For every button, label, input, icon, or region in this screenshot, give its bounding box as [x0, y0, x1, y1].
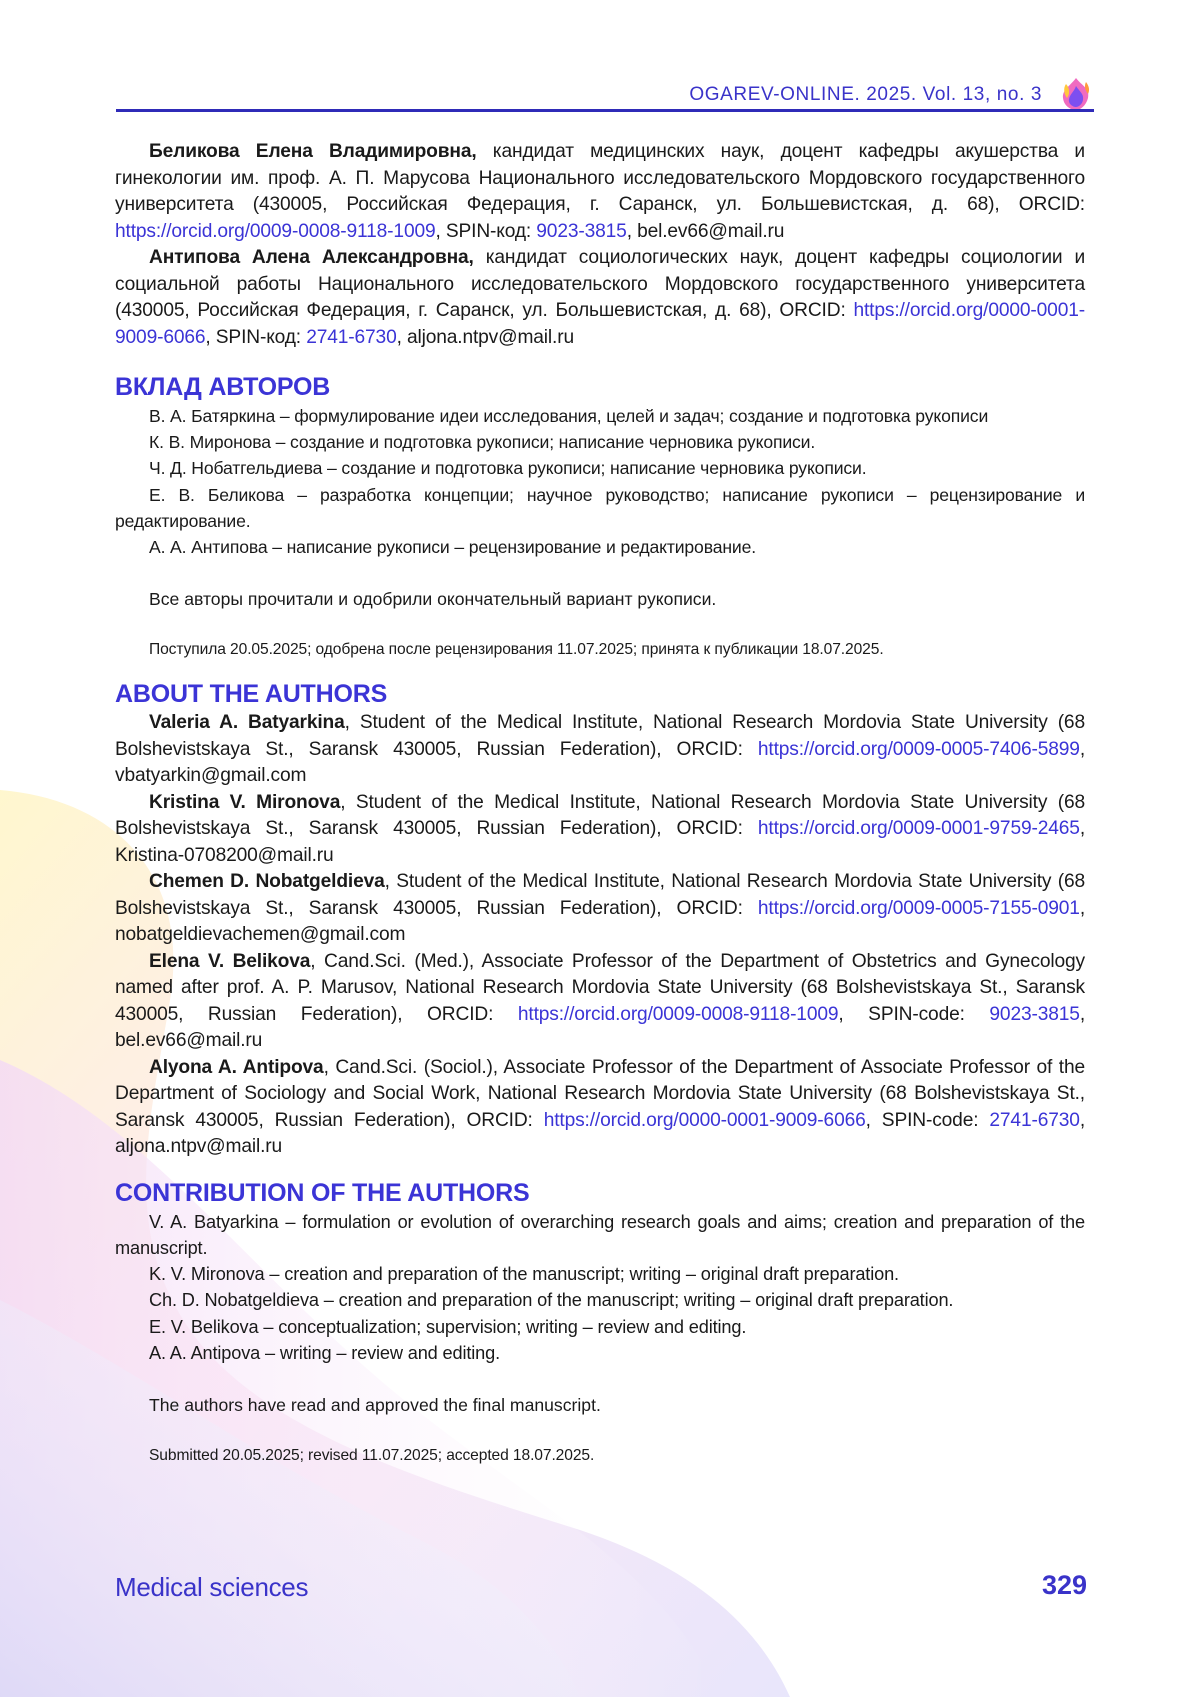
- about-heading: ABOUT THE AUTHORS: [115, 678, 1085, 710]
- journal-title: OGAREV-ONLINE. 2025. Vol. 13, no. 3: [689, 84, 1042, 106]
- author-name: Alyona A. Antipova: [149, 1057, 324, 1078]
- contrib-line: E. V. Belikova – conceptualization; supervision; writing – review and editing.: [115, 1314, 1085, 1340]
- author-name: Антипова Алена Александровна,: [149, 247, 474, 268]
- author-en-mironova: Kristina V. Mironova, Student of the Medical Institute, National Research Mordovia State University (68 Bolshevistskaya St., Saransk 430005, Russian Federation), ORCID: https://orcid.org/0009-0001-9759-2465, Kristina-0708200@mail.ru: [115, 790, 1085, 870]
- footer-section: Medical sciences: [115, 1572, 308, 1603]
- contrib-line: A. A. Antipova – writing – review and editing.: [115, 1340, 1085, 1366]
- contrib-line: Е. В. Беликова – разработка концепции; научное руководство; написание рукописи – рецензирование и редактирование.: [115, 482, 1085, 534]
- header-rule: [116, 109, 1094, 112]
- contrib-line: K. V. Mironova – creation and preparation of the manuscript; writing – original draft preparation.: [115, 1261, 1085, 1287]
- orcid-link[interactable]: https://orcid.org/0009-0005-7406-5899: [758, 739, 1080, 760]
- contrib-en-list: [115, 1209, 1085, 1366]
- author-name: Elena V. Belikova: [149, 951, 310, 972]
- page-number: 329: [1042, 1570, 1087, 1601]
- orcid-link[interactable]: https://orcid.org/0009-0008-9118-1009: [518, 1004, 839, 1025]
- author-name: Chemen D. Nobatgeldieva: [149, 871, 385, 892]
- author-en-belikova: Elena V. Belikova, Cand.Sci. (Med.), Associate Professor of the Department of Obstetrics and Gynecology named after prof. A. P. Marusov, National Research Mordovia State University (68 Bolshevistskaya St., Saransk 430005, Russian Federation), ORCID: https://orcid.org/0009-0008-9118-1009, SPIN-code: 9023-3815, bel.ev66@mail.ru: [115, 949, 1085, 1055]
- dates-ru: Поступила 20.05.2025; одобрена после рецензирования 11.07.2025; принята к публикации 18.07.2025.: [115, 638, 1085, 662]
- contrib-line: Ch. D. Nobatgeldieva – creation and preparation of the manuscript; writing – original draft preparation.: [115, 1287, 1085, 1313]
- orcid-link[interactable]: https://orcid.org/0009-0005-7155-0901: [758, 898, 1080, 919]
- dates-en: Submitted 20.05.2025; revised 11.07.2025; accepted 18.07.2025.: [115, 1444, 1085, 1468]
- orcid-link[interactable]: https://orcid.org/0009-0008-9118-1009: [115, 221, 436, 242]
- author-ru-antipova: Антипова Алена Александровна, кандидат социологических наук, доцент кафедры социологии и социальной работы Национального исследовательского Мордовского государственного университета (430005, Российская Федерация, г. Саранск, ул. Большевистская, д. 68), ORCID: https://orcid.org/0000-0001-9009-6066, SPIN-код: 2741-6730, aljona.ntpv@mail.ru: [115, 245, 1085, 351]
- contrib-line: Ч. Д. Нобатгельдиева – создание и подготовка рукописи; написание черновика рукописи.: [115, 455, 1085, 481]
- spin-link[interactable]: 9023-3815: [989, 1004, 1079, 1025]
- author-en-nobatgeldieva: Chemen D. Nobatgeldieva, Student of the Medical Institute, National Research Mordovia State University (68 Bolshevistskaya St., Saransk 430005, Russian Federation), ORCID: https://orcid.org/0009-0005-7155-0901, nobatgeldievachemen@gmail.com: [115, 869, 1085, 949]
- author-name: Kristina V. Mironova: [149, 792, 340, 813]
- author-en-batyarkina: Valeria A. Batyarkina, Student of the Medical Institute, National Research Mordovia State University (68 Bolshevistskaya St., Saransk 430005, Russian Federation), ORCID: https://orcid.org/0009-0005-7406-5899, vbatyarkin@gmail.com: [115, 710, 1085, 790]
- contrib-ru-list: [115, 403, 1085, 560]
- author-en-antipova: Alyona A. Antipova, Cand.Sci. (Sociol.), Associate Professor of the Department of Associate Professor of the Department of Sociology and Social Work, National Research Mordovia State University (68 Bolshevistskaya St., Saransk 430005, Russian Federation), ORCID: https://orcid.org/0000-0001-9009-6066, SPIN-code: 2741-6730, aljona.ntpv@mail.ru: [115, 1055, 1085, 1161]
- contrib-ru-heading: ВКЛАД АВТОРОВ: [115, 371, 1085, 403]
- spin-link[interactable]: 9023-3815: [536, 221, 626, 242]
- spin-link[interactable]: 2741-6730: [306, 327, 396, 348]
- flame-logo-icon: [1056, 76, 1096, 112]
- orcid-link[interactable]: https://orcid.org/0000-0001-9009-6066: [544, 1110, 866, 1131]
- page-content: [115, 139, 1085, 1468]
- orcid-link[interactable]: https://orcid.org/0009-0001-9759-2465: [758, 818, 1080, 839]
- contrib-line: К. В. Миронова – создание и подготовка рукописи; написание черновика рукописи.: [115, 429, 1085, 455]
- author-name: Беликова Елена Владимировна,: [149, 141, 477, 162]
- contrib-line: В. А. Батяркина – формулирование идеи исследования, целей и задач; создание и подготовка рукописи: [115, 403, 1085, 429]
- author-name: Valeria A. Batyarkina: [149, 712, 345, 733]
- running-header: [116, 80, 1096, 110]
- contrib-en-heading: CONTRIBUTION OF THE AUTHORS: [115, 1177, 1085, 1209]
- orcid-link[interactable]: https://orcid.org/0000-0001-9009-6066: [115, 300, 1085, 348]
- approve-en: The authors have read and approved the final manuscript.: [115, 1392, 1085, 1418]
- contrib-line: А. А. Антипова – написание рукописи – рецензирование и редактирование.: [115, 534, 1085, 560]
- spin-link[interactable]: 2741-6730: [989, 1110, 1079, 1131]
- approve-ru: Все авторы прочитали и одобрили окончательный вариант рукописи.: [115, 586, 1085, 612]
- contrib-line: V. A. Batyarkina – formulation or evolution of overarching research goals and aims; creation and preparation of the manuscript.: [115, 1209, 1085, 1261]
- author-ru-belikova: Беликова Елена Владимировна, кандидат медицинских наук, доцент кафедры акушерства и гинекологии им. проф. А. П. Марусова Национального исследовательского Мордовского государственного университета (430005, Российская Федерация, г. Саранск, ул. Большевистская, д. 68), ORCID: https://orcid.org/0009-0008-9118-1009, SPIN-код: 9023-3815, bel.ev66@mail.ru: [115, 139, 1085, 245]
